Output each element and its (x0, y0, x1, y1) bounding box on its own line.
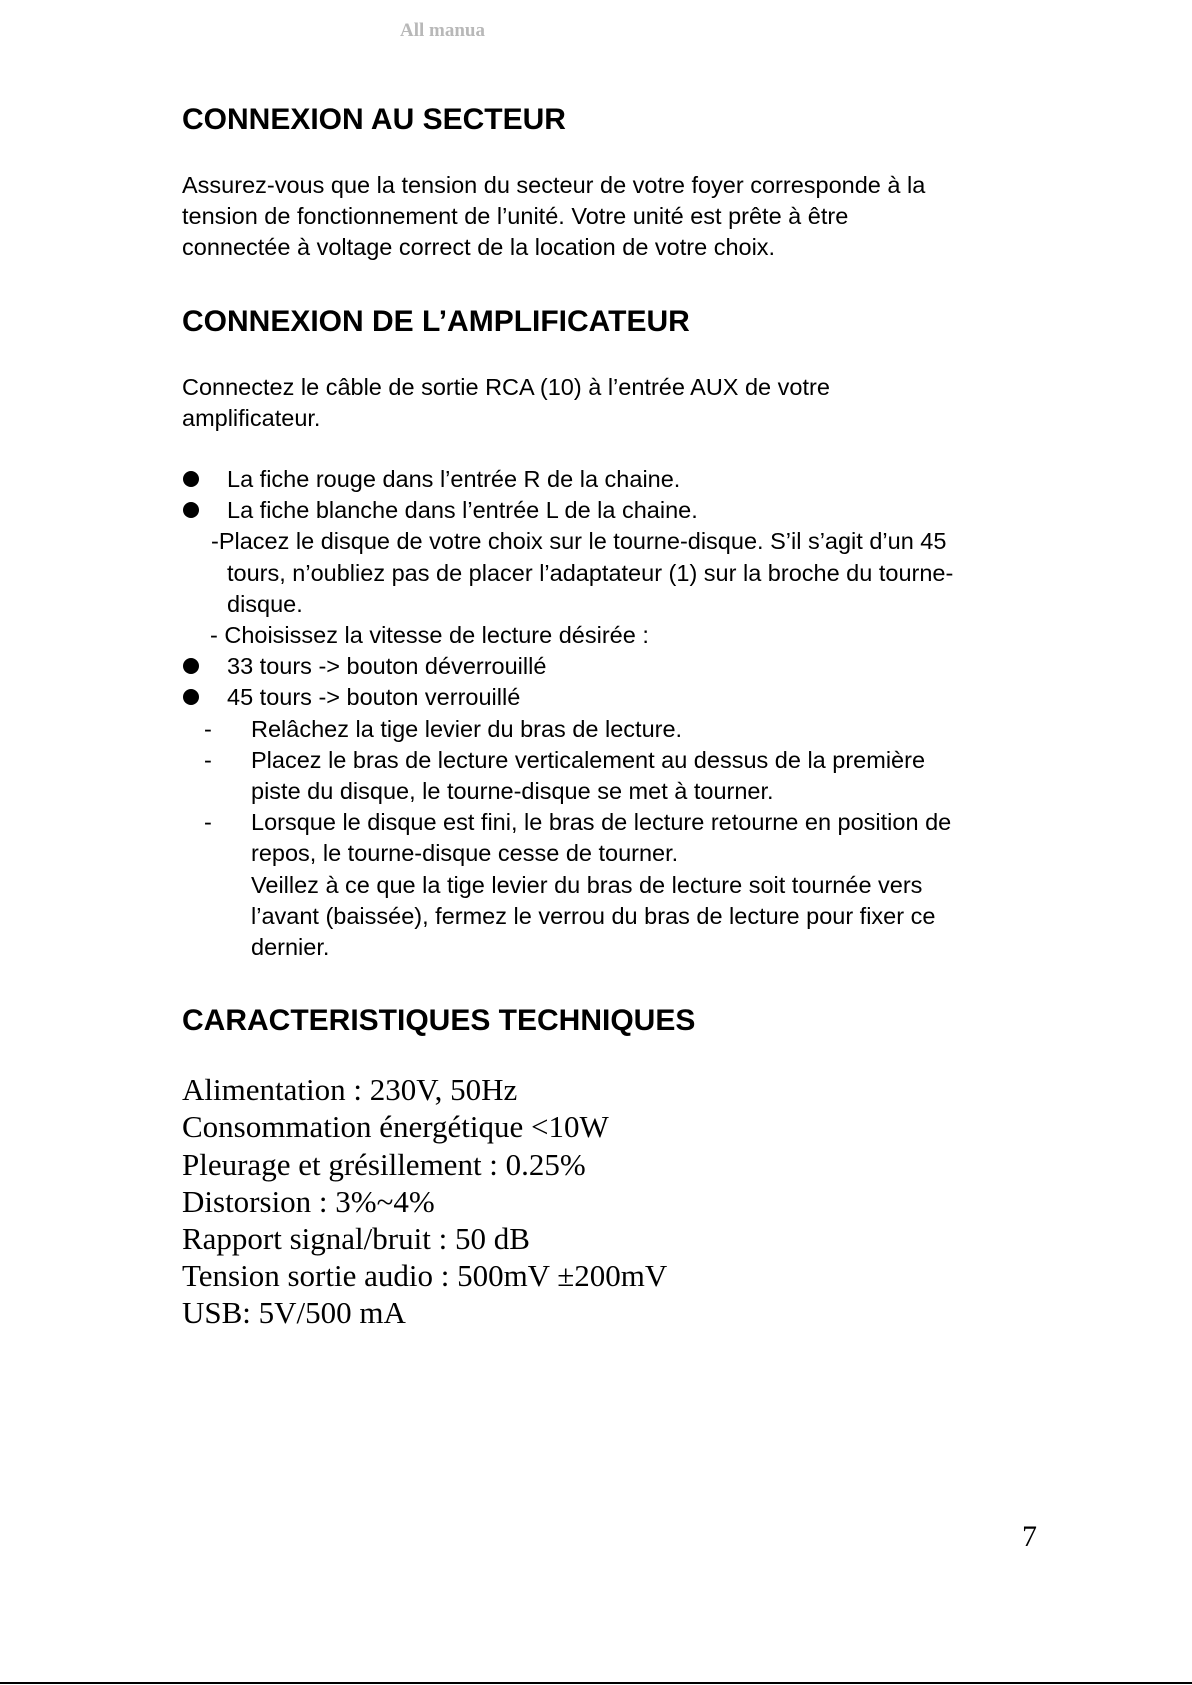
bullet-icon (183, 502, 199, 518)
placez-instruction (182, 526, 1062, 620)
dash-marker: - (204, 809, 212, 836)
list-item-text: La fiche blanche dans l’entrée L de la chaine. (227, 497, 698, 524)
bullet-icon (183, 658, 199, 674)
bullet-icon (183, 689, 199, 705)
text-line: Assurez-vous que la tension du secteur de votre foyer corresponde à la (182, 172, 926, 198)
spec-item: Pleurage et grésillement : 0.25% (182, 1146, 586, 1182)
step-text: Relâchez la tige levier du bras de lecture. (251, 715, 683, 742)
step-item (182, 714, 1062, 745)
section-title-caracteristiques: CARACTERISTIQUES TECHNIQUES (182, 1004, 696, 1038)
page-content (182, 92, 1062, 1332)
step-text: repos, le tourne-disque cesse de tourner. (251, 840, 679, 867)
bottom-rule (0, 1682, 1192, 1684)
text-line: Connectez le câble de sortie RCA (10) à l’entrée AUX de votre (182, 373, 830, 400)
text-line: connectée à voltage correct de la location de votre choix. (182, 234, 776, 261)
spec-item: Consommation énergétique <10W (182, 1109, 609, 1145)
step-note (182, 870, 1062, 964)
watermark: All manua (400, 20, 485, 41)
step-text: Lorsque le disque est fini, le bras de lecture retourne en position de (251, 809, 952, 836)
spec-list (182, 1071, 1062, 1331)
text-line: disque. (227, 590, 303, 617)
list-item (182, 464, 1062, 495)
dash-marker: - (204, 746, 212, 773)
spec-item: Rapport signal/bruit : 50 dB (182, 1221, 530, 1257)
list-item-text: La fiche rouge dans l’entrée R de la chaine. (227, 466, 681, 493)
note-text: l’avant (baissée), fermez le verrou du bras de lecture pour fixer ce (251, 902, 936, 929)
step-text: piste du disque, le tourne-disque se met à tourner. (251, 778, 774, 805)
dash-marker: - (204, 715, 212, 742)
spec-item: Tension sortie audio : 500mV ±200mV (182, 1258, 668, 1294)
secteur-paragraph (182, 170, 1062, 264)
section-title-amplificateur: CONNEXION DE L’AMPLIFICATEUR (182, 304, 690, 338)
spec-item: Distorsion : 3%~4% (182, 1183, 435, 1219)
list-item-text: 45 tours -> bouton verrouillé (227, 684, 521, 711)
list-item (182, 682, 1062, 713)
text-line: - Choisissez la vitesse de lecture désirée : (210, 622, 649, 649)
note-text: Veillez à ce que la tige levier du bras de lecture soit tournée vers (251, 871, 923, 898)
page-number: 7 (1022, 1520, 1037, 1553)
text-line: -Placez le disque de votre choix sur le tourne-disque. S’il s’agit d’un 45 (211, 528, 947, 555)
spec-item: USB: 5V/500 mA (182, 1295, 406, 1331)
note-text: dernier. (251, 934, 330, 961)
bullet-icon (183, 471, 199, 487)
amplificateur-intro (182, 372, 1062, 434)
text-line: tours, n’oubliez pas de placer l’adaptateur (1) sur la broche du tourne- (227, 559, 954, 586)
step-item (182, 807, 1062, 869)
step-text: Placez le bras de lecture verticalement au dessus de la première (251, 746, 926, 773)
section-title-secteur: CONNEXION AU SECTEUR (182, 103, 566, 136)
text-line: amplificateur. (182, 404, 321, 431)
list-item (182, 651, 1062, 682)
text-line: tension de fonctionnement de l’unité. Votre unité est prête à être (182, 203, 849, 230)
spec-item: Alimentation : 230V, 50Hz (182, 1072, 518, 1108)
amplificateur-instructions (182, 464, 1062, 963)
list-item (182, 495, 1062, 526)
choisissez-instruction (182, 620, 1062, 651)
list-item-text: 33 tours -> bouton déverrouillé (227, 653, 547, 680)
step-item (182, 745, 1062, 807)
